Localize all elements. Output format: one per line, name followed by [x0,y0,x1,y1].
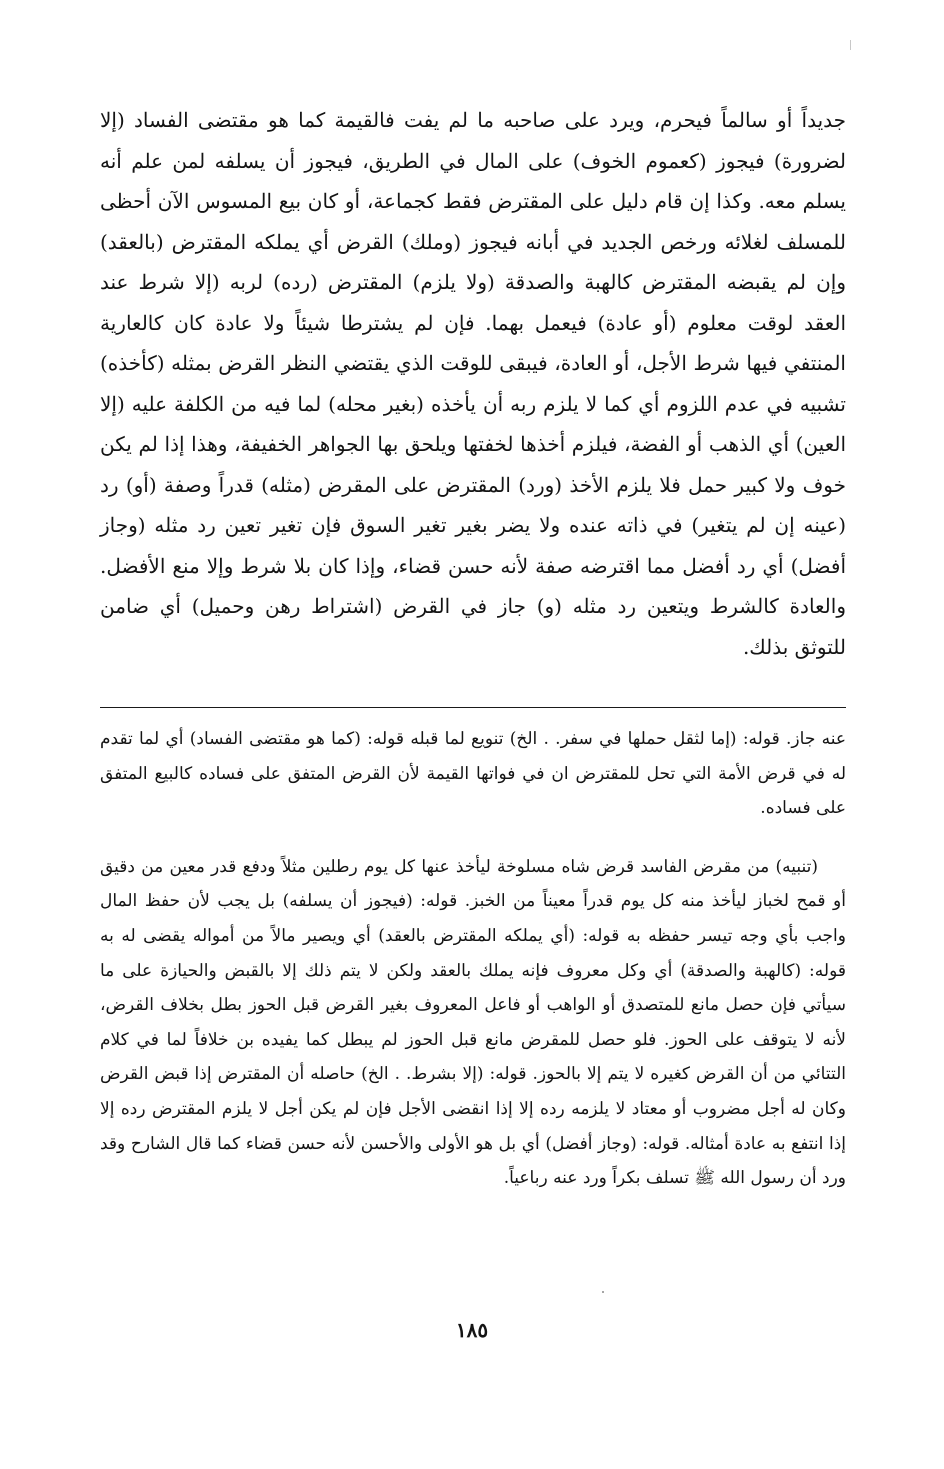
scan-edge-mark [850,40,851,50]
main-text-block [100,100,846,667]
footnotes-block [100,722,846,1196]
scan-dot-mark [602,1291,604,1293]
footnote-paragraph-1: عنه جاز. قوله: (إما لثقل حملها في سفر. . الخ) تنويع لما قبله قوله: (كما هو مقتضى الفساد) أي لما تقدم له في قرض الأمة التي تحل للمقترض ان في فواتها القيمة لأن القرض المتفق على فساده كالبيع المتفق على فساده. [100,729,846,819]
footnote-separator-rule [100,707,846,708]
page-number: ١٨٥ [455,1318,489,1342]
footnote-paragraph-2: (تنبيه) من مقرض الفاسد قرض شاه مسلوخة ليأخذ عنها كل يوم رطلين مثلاً ودفع قدر معين من دقيق أو قمح لخباز ليأخذ منه كل يوم قدراً معيناً من الخبز. قوله: (فيجوز أن يسلفه) بل يجب لأن حفظ المال واجب بأي وجه تيسر حفظه به قوله: (أي يملكه المقترض بالعقد) أي ويصير مالاً من أمواله يقضى له به قوله: (كالهبة والصدقة) أي وكل معروف فإنه يملك بالعقد ولكن لا يتم ذلك إلا بالقبض والحيازة على ما سيأتي فإن حصل مانع للمتصدق أو الواهب أو فاعل المعروف بغير القرض قبل الحوز بطل بخلاف القرض، لأنه لا يتوقف على الحوز. فلو حصل للمقرض مانع قبل الحوز لم يبطل كما يفيده بن خلافاً لما في كلام التتائي من أن القرض كغيره لا يتم إلا بالحوز. قوله: (إلا بشرط. . الخ) حاصله أن المقترض إذا قبض القرض وكان له أجل مضروب أو معتاد لا يلزمه رده إلا إذا انقضى الأجل فإن لم يكن أجل لا يلزم المقترض رده إلا إذا انتفع به عادة أمثاله. قوله: (وجاز أفضل) أي بل هو الأولى والأحسن لأنه حسن قضاء كما قال الشارح وقد ورد أن رسول الله ﷺ تسلف بكراً ورد عنه رباعياً. [100,856,846,1189]
main-paragraph: جديداً أو سالماً فيحرم، ويرد على صاحبه ما لم يفت فالقيمة كما هو مقتضى الفساد (إلا لضرورة) فيجوز (كعموم الخوف) على المال في الطريق، فيجوز أن يسلفه لمن علم أنه يسلم معه. وكذا إن قام دليل على المقترض فقط كجماعة، أو كان بيع المسوس الآن أحظى للمسلف لغلائه ورخص الجديد في أبانه فيجوز (وملك) القرض أي يملكه المقترض (بالعقد) وإن لم يقبضه المقترض كالهبة والصدقة (ولا يلزم) المقترض (رده) لربه (إلا شرط عند العقد لوقت معلوم (أو عادة) فيعمل بهما. فإن لم يشترطا شيئاً ولا عادة كان كالعارية المنتفي فيها شرط الأجل، أو العادة، فيبقى للوقت الذي يقتضي النظر القرض بمثله (كأخذه) تشبيه في عدم اللزوم أي كما لا يلزم ربه أن يأخذه (بغير محله) لما فيه من الكلفة عليه (إلا العين) أي الذهب أو الفضة، فيلزم أخذها لخفتها ويلحق بها الجواهر الخفيفة، وهذا إذا لم يكن خوف ولا كبير حمل فلا يلزم الأخذ (ورد) المقترض على المقرض (مثله) قدراً وصفة (أو) رد (عينه إن لم يتغير) في ذاته عنده ولا يضر بغير تغير السوق فإن تغير تعين رد مثله (وجاز أفضل) أي رد أفضل مما اقترضه صفة لأنه حسن قضاء، وإذا كان بلا شرط وإلا منع الأفضل. والعادة كالشرط ويتعين رد مثله (و) جاز في القرض (اشتراط رهن وحميل) أي ضامن للتوثق بذلك. [100,108,847,659]
